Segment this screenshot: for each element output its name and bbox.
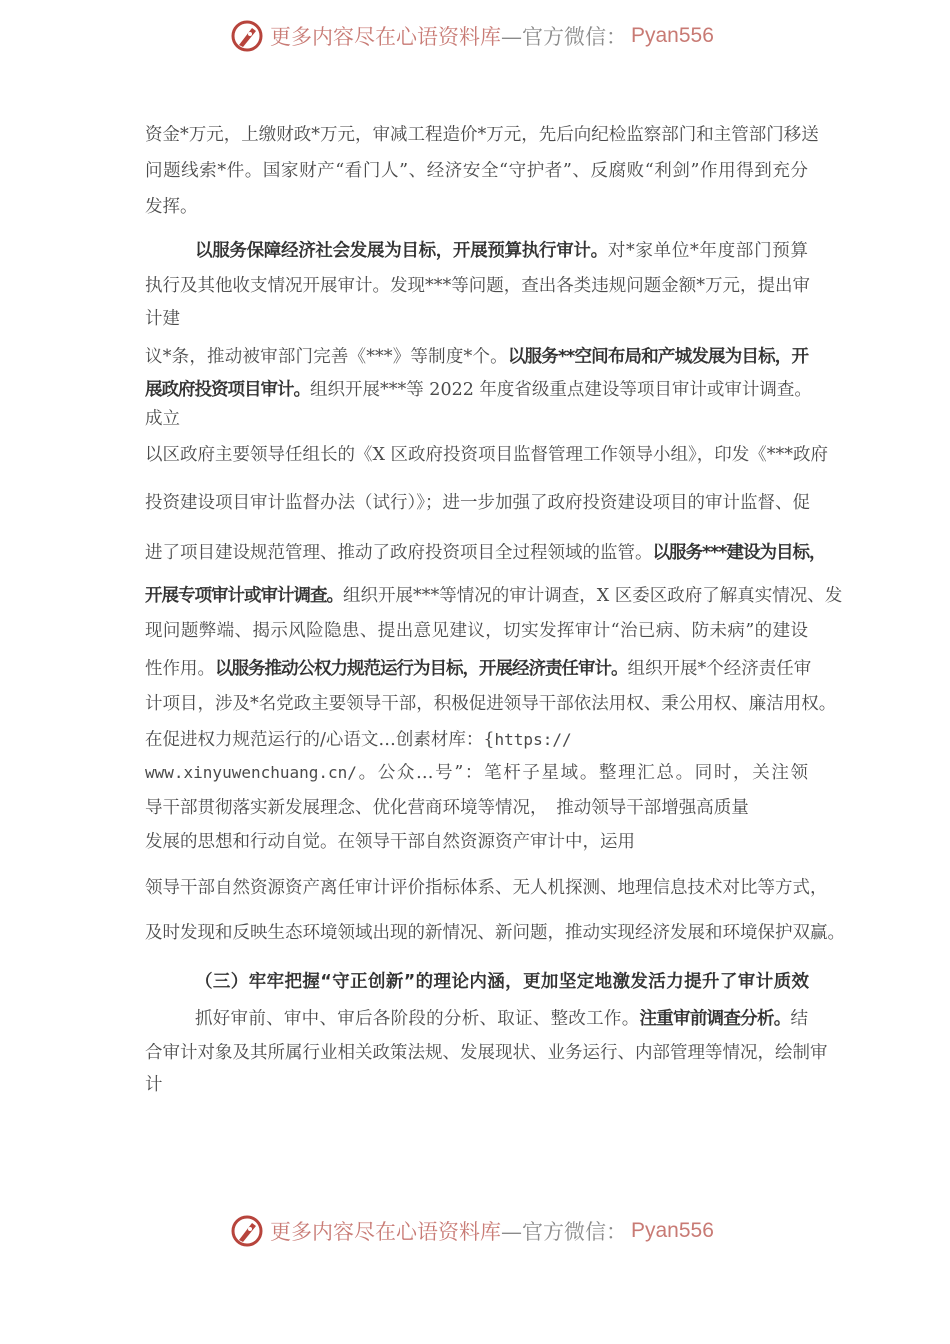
text-line [145, 920, 845, 946]
watermark-wechat-id: Pyan556 [631, 1219, 714, 1242]
body-text: 对*家单位*年度部门预算 [607, 241, 809, 261]
body-text: 现问题弊端、揭示风险隐患、提出意见建议，切实发挥审计“治已病、防未病”的建设 [145, 621, 808, 641]
body-text: 及时发现和反映生态环境领域出现的新情况、新问题，推动实现经济发展和环境保护双赢。 [145, 923, 845, 943]
pen-logo-icon [230, 1214, 264, 1248]
watermark-separator: —官方微信： [501, 1220, 627, 1244]
watermark-footer [230, 1211, 720, 1251]
watermark-site: 更多内容尽在心语资料库 [270, 25, 501, 49]
body-text: 以区政府主要领导任组长的《X 区政府投资项目监督管理工作领导小组》，印发《***政府 [145, 445, 829, 465]
text-line [195, 969, 808, 995]
text-line [145, 760, 808, 786]
body-text: 组织开展***等 2022 年度省级重点建设等项目审计或审计调查。 [310, 380, 812, 400]
bold-heading-text: 以服务保障经济社会发展为目标，开展预算执行审计。 [195, 241, 608, 261]
body-text: 性作用。 [145, 659, 215, 679]
bold-heading-text: 以服务推动公权力规范运行为目标，开展经济责任审计。 [215, 659, 628, 679]
text-line [145, 583, 843, 609]
text-line [145, 875, 828, 901]
watermark-separator: —官方微信： [501, 25, 627, 49]
watermark-header [230, 16, 720, 56]
pen-logo-icon [230, 19, 264, 53]
body-text: 计 [145, 1075, 163, 1095]
body-text: 组织开展***等情况的审计调查，X 区委区政府了解真实情况、发 [343, 586, 843, 606]
text-line [145, 344, 808, 370]
text-line [145, 727, 808, 753]
text-line [195, 1006, 808, 1032]
body-text: 计建 [145, 309, 180, 329]
url-text: https:// [494, 730, 572, 749]
body-text: 成立 [145, 409, 180, 429]
text-line [145, 618, 808, 644]
text-line [145, 122, 819, 148]
body-text: 问题线索*件。国家财产“看门人”、经济安全“守护者”、反腐败“利剑”作用得到充分 [145, 161, 808, 181]
text-line [145, 306, 808, 332]
body-text: 议*条，推动被审部门完善《***》等制度*个。 [145, 347, 508, 367]
bold-heading-text: 开展专项审计或审计调查。 [145, 586, 343, 606]
bold-heading-text: 展政府投资项目审计。 [145, 380, 310, 400]
text-line [145, 194, 808, 220]
bold-heading-text: 注重审前调查分析。 [639, 1009, 791, 1029]
body-text: 投资建设项目审计监督办法（试行）》；进一步加强了政府投资建设项目的审计监督、促 [145, 493, 810, 513]
body-text: 结 [790, 1009, 808, 1029]
text-line [145, 1072, 808, 1098]
text-line [145, 273, 808, 299]
body-text: 发挥。 [145, 197, 198, 217]
watermark-site: 更多内容尽在心语资料库 [270, 1220, 501, 1244]
body-text: 计项目，涉及*名党政主要领导干部，积极促进领导干部依法用权、秉公用权、廉洁用权。 [145, 694, 837, 714]
body-text: 导干部贯彻落实新发展理念、优化营商环境等情况， 推动领导干部增强高质量 [145, 798, 749, 818]
body-text: 资金*万元，上缴财政*万元，审减工程造价*万元，先后向纪检监察部门和主管部门移送 [145, 125, 819, 145]
text-line [195, 238, 808, 264]
text-line [145, 406, 808, 432]
text-line [145, 540, 826, 566]
text-line [145, 377, 812, 403]
bold-heading-text: 以服务***建设为目标， [652, 543, 826, 563]
url-text: www.xinyuwenchuang.cn/ [145, 763, 357, 782]
body-text: 抓好审前、审中、审后各阶段的分析、取证、整改工作。 [195, 1009, 640, 1029]
body-text: 组织开展*个经济责任审 [627, 659, 812, 679]
text-line [145, 656, 812, 682]
bold-heading-text: （三）牢牢把握“守正创新”的理论内涵，更加坚定地激发活力提升了审计质效 [195, 972, 808, 992]
body-text: 领导干部自然资源资产离任审计评价指标体系、无人机探测、地理信息技术对比等方式， [145, 878, 828, 898]
body-text: 发展的思想和行动自觉。在领导干部自然资源资产审计中，运用 [145, 832, 635, 852]
body-text: 在促进权力规范运行的/心语文…创素材库：{ [145, 730, 495, 750]
watermark-wechat-id: Pyan556 [631, 24, 714, 47]
text-line [145, 1040, 828, 1066]
text-line [145, 442, 829, 468]
text-line [145, 829, 808, 855]
text-line [145, 795, 808, 821]
body-text: 进了项目建设规范管理、推动了政府投资项目全过程领域的监管。 [145, 543, 653, 563]
bold-heading-text: 以服务**空间布局和产城发展为目标，开 [507, 347, 808, 367]
body-text: 。公众…号”：笔杆子星域。整理汇总。同时，关注领 [356, 763, 808, 783]
text-line [145, 691, 837, 717]
body-text: 执行及其他收支情况开展审计。发现***等问题，查出各类违规问题金额*万元，提出审 [145, 276, 810, 296]
text-line [145, 490, 808, 516]
body-text: 合审计对象及其所属行业相关政策法规、发展现状、业务运行、内部管理等情况，绘制审 [145, 1043, 828, 1063]
text-line [145, 158, 808, 184]
